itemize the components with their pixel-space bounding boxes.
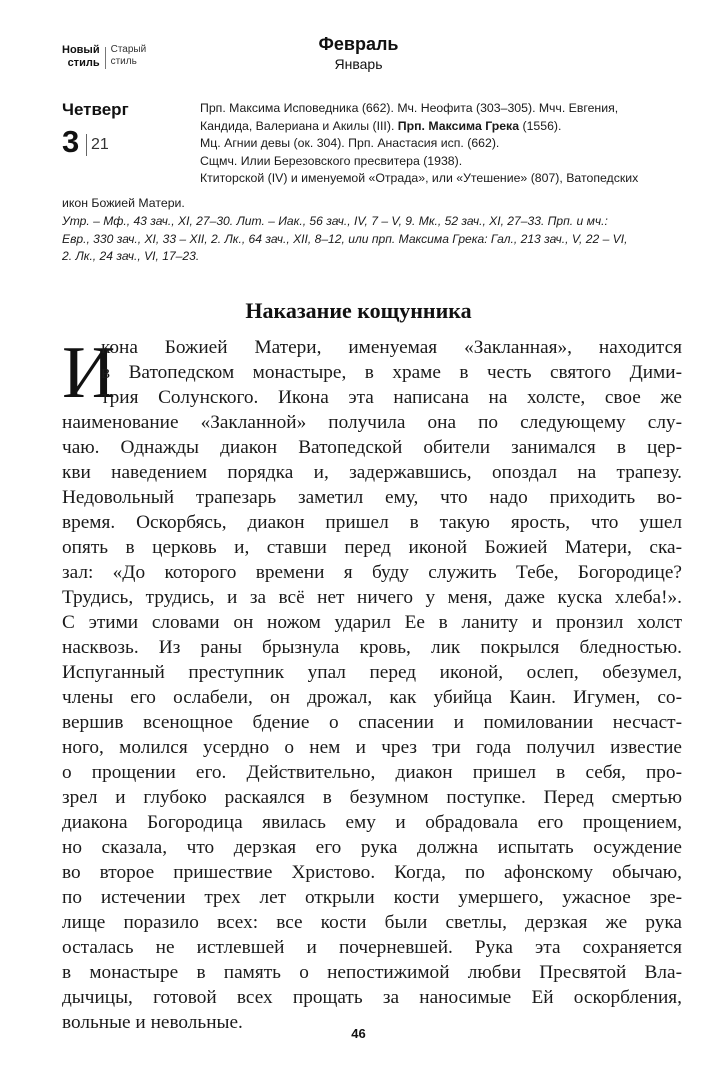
article-title: Наказание кощунника	[245, 298, 472, 323]
article-line: Недовольный трапезарь заметил ему, что надо приходить во-	[62, 487, 682, 508]
month-old-style: Январь	[334, 56, 383, 72]
commemoration-text: Кандида, Валериана и Акилы (III).	[200, 118, 398, 133]
commemoration-line: Прп. Максима Исповедника (662). Мч. Неофита (303–305). Мчч. Евгения,	[200, 101, 619, 115]
article-line: но сказала, что дерзкая его рука должна испытать осуждение	[62, 837, 682, 858]
day-number-divider	[86, 134, 87, 156]
commemoration-line: икон Божией Матери.	[62, 196, 185, 210]
old-style-line2: стиль	[110, 56, 137, 67]
article-line: Испуганный преступник упал перед иконой, ослеп, обезумел,	[62, 662, 682, 683]
commemorations	[200, 100, 680, 188]
new-style-line2: стиль	[67, 57, 100, 69]
article-line: в монастыре в память о непостижимой любви Пресвятой Вла-	[62, 962, 682, 983]
reading-line: Евр., 330 зач., XI, 33 – XII, 2. Лк., 64 зач., XII, 8–12, или прп. Максима Грека: Гал., 213 зач., V, 22 – VI,	[62, 231, 628, 246]
reading-line: Утр. – Мф., 43 зач., XI, 27–30. Лит. – Иак., 56 зач., IV, 7 – V, 9. Мк., 52 зач., XI, 27–33. Прп. и мч.:	[62, 214, 608, 228]
commemoration-text: (1556).	[519, 118, 562, 133]
weekday: Четверг	[62, 100, 129, 119]
article-line: опять в церковь и, ставши перед иконой Божией Матери, ска-	[62, 537, 682, 558]
commemoration-line	[200, 118, 680, 136]
article-line: зрел и глубоко раскаялся в безумном поступке. Перед смертью	[62, 787, 682, 808]
article-line: лище поразило всех: все кости были светлы, дерзкая же рука	[62, 912, 682, 933]
article-line: ного, молился усердно о нем и чрез три года получил известие	[62, 737, 682, 758]
article-line: кона Божией Матери, именуемая «Закланная», находится	[101, 337, 682, 358]
article-line: чаю. Однажды диакон Ватопедской обители занимался в цер-	[62, 437, 682, 458]
article-line: вершив всенощное бдение о спасении и помиловании несчаст-	[62, 712, 682, 733]
day-number-new: 3	[62, 124, 80, 159]
article-body	[62, 332, 682, 1035]
article-line: Трудись, трудись, и за всё нет ничего у меня, даже куска хлеба!».	[62, 587, 682, 608]
article-line: диакона Богородица явилась ему и обрадовала его прощением,	[62, 812, 682, 833]
article-line: время. Оскорбясь, диакон пришел в такую ярость, что ушел	[62, 512, 682, 533]
commemoration-line: Сщмч. Илии Березовского пресвитера (1938).	[200, 153, 463, 168]
reading-line: 2. Лк., 24 зач., VI, 17–23.	[62, 249, 200, 263]
article-line: насквозь. Из раны брызнула кровь, лик покрылся бледностью.	[62, 637, 682, 658]
article-line: дычицы, готовой всех прощать за наносимые Ей оскорбления,	[62, 987, 682, 1008]
new-style-line1: Новый	[62, 44, 100, 56]
article-line: наименование «Закланной» получила она по следующему слу-	[62, 412, 682, 433]
article-line: в Ватопедском монастыре, в храме в честь святого Дими-	[101, 362, 682, 383]
article-line: члены его ослабели, он дрожал, как убийца Каин. Игумен, со-	[62, 687, 682, 708]
article-line: во второе пришествие Христово. Когда, по афонскому обычаю,	[62, 862, 682, 883]
commemoration-line: Мц. Агнии девы (ок. 304). Прп. Анастасия исп. (662).	[200, 136, 500, 150]
drop-cap: И	[62, 332, 116, 414]
article-line: вольные и невольные.	[62, 1012, 243, 1033]
page-number: 46	[351, 1026, 366, 1041]
month-new-style: Февраль	[318, 34, 399, 54]
article-line: зал: «До которого времени я буду служить Тебе, Богородице?	[62, 562, 682, 583]
article-line: о прощении его. Действительно, диакон пришел в себя, про-	[62, 762, 682, 783]
commemoration-line: Ктиторской (IV) и именуемой «Отрада», или «Утешение» (807), Ватопедских	[200, 171, 639, 185]
commemoration-highlight: Прп. Максима Грека	[397, 118, 520, 133]
article-line: по истечении трех лет открыли кости умершего, ужасное зре-	[62, 887, 682, 908]
day-number-old: 21	[91, 136, 109, 153]
scripture-readings	[62, 213, 682, 266]
old-style-line1: Старый	[110, 44, 147, 55]
article-line: кви наведением порядка и, задержавшись, опоздал на трапезу.	[62, 462, 682, 483]
article-line: осталась не истлевшей и почерневшей. Рука эта сохраняется	[62, 937, 682, 958]
article-line: трия Солунского. Икона эта написана на холсте, свое же	[101, 387, 682, 408]
article-line: С этими словами он ножом ударил Ее в ланиту и пронзил холст	[62, 612, 682, 633]
